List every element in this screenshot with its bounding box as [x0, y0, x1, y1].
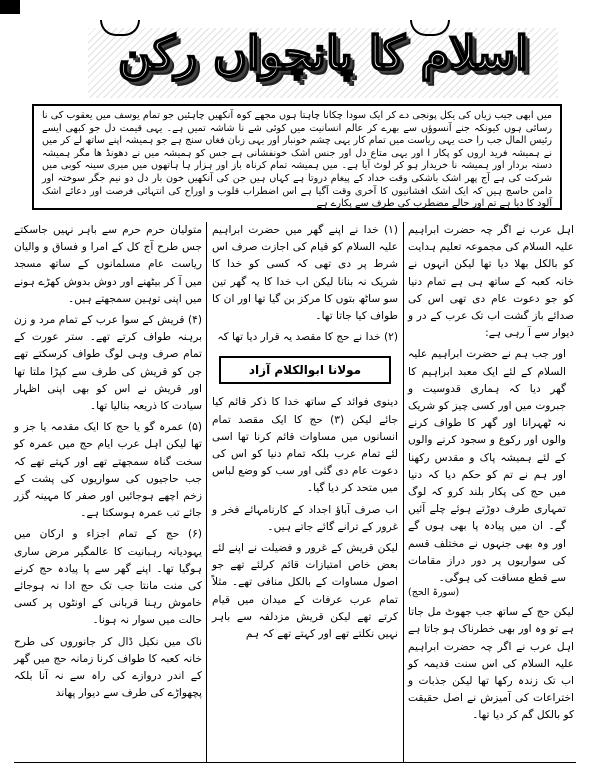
quran-quote — [408, 346, 574, 598]
paragraph: (۶) حج کے تمام اجزاء و ارکان میں یہودیانہ رہبانیت کا عالمگیر مرض ساری ہوگیا تھا۔ اپنے گھر سے پا پیادہ حج کرنے کی منت مانتا جب تک حج ادا نہ ہوجائے خاموش رہنا قربانی کے اونٹوں پر کسی حالت میں سوار نہ ہونا۔ — [14, 528, 202, 627]
paragraph: اب صرف آباؤ اجداد کے کارنامہائے فخر و غرور کے ترانے گائے جاتے ہیں۔ — [212, 503, 398, 533]
paragraph: (۲) خدا نے حج کا مقصد یہ قرار دیا تھا کہ — [217, 331, 398, 344]
paragraph: (۵) عمرہ گو یا حج کا ایک مقدمہ یا جز و تھا لیکن اہل عرب ایام حج میں عمرہ کو سخت گناہ سمجھتے تھے اور کہتے تھے کہ جب حاجیوں کی سواریوں کی پشت کے زخم اچھے ہوجائیں اور صفر کا مہینہ گزر جائے تب عمرہ ہوسکتا ہے۔ — [14, 421, 202, 520]
intro-text: میں ابھی جیب زیاں کی یکل پونجی دے کر ایک سودا چکانا چاہتا ہوں مجھے کوہ آنکھیں چاہئیں جو تمام یوسف میں یعقوب کی نا رسائی ہوں کیونکہ جنے آنسوؤں سے بھرے کر عالم انسانیت میں کوئی شے نا شاشہ تمیں ہے۔ یہی قیمت دل جو کبھی ایسے رئیس المال جب را حت یہی ریاست میں تمام کار یہی چشم خونبار اور یہی زبان فغاں سنج ہے جو ہمیشہ اپنے ساتھ لے کر میں نے ہمیشہ فرید اروں کو پکار ا اور یہی متاع دل اور جنس اشک خونفشانی ہے جس کو ہمیشہ میں نے دھونڈ ھا مگر ہمیشہ دستہ بردار اور ہمیشہ نا خریدار ہو کر لوٹ آیا ہے۔ میں ہمیشہ تمام کرناہ باز اور ہزار ہا ہاتھوں میں میری سینہ کوبی میں شرکت کی ہے آج پھر اشک باشکی وقت خداد کے پیغام دروتا ہے کہاں ہیں جن کی آنکھیں خون بار دل دو نیم جگر سوختہ اور دامن حاسج ہیں کہ ایک اشک افشانیوں کا آخری وقت آگیا ہے اس اضطراب قلوب و اوراح کی انتہائی فرصت اور دعائے اشک آلود کا دیا ہے تم اور حالے مضطرب کی طرف سے پکارے ہے — [42, 110, 552, 210]
paragraph: لیکن حج کے ساتھ جب جھوٹ مل جاتا ہے تو وہ اور بھی خطرناک ہو جاتا ہے اہل عرب نے اگر چہ حضرت ابراہیم علیہ السلام کی اس سنت قدیمہ کو اب تک زندہ رکھا تھا لیکن جذبات و اختراعات کی آمیزش نے اصل حقیقت کو بالکل گم کر دیا تھا۔ — [408, 606, 574, 722]
paragraph: ناک میں نکیل ڈال کر جانوروں کی طرح خانہ کعبہ کا طواف کرنا زمانہ حج میں گھر کے اندر دروازے کی راہ سے نہ آنا بلکہ پچھواڑے کی طرف سے دیوار پھاند — [14, 635, 202, 700]
column-right — [408, 222, 574, 729]
column-left — [14, 222, 202, 706]
column-divider — [403, 222, 404, 762]
column-divider — [206, 222, 207, 762]
column-middle — [212, 222, 398, 647]
paragraph: دینوی فوائد کے ساتھ خدا کا ذکر قائم کیا جائے لیکن (۳) حج کا ایک مقصد تمام انسانوں میں مساوات قائم کرنا تھا اسی لئے تمام عرب بلکہ تمام دنیا کو اس کی دعوت عام دی گئی اور سب کو وضع لباس میں متحد کر دیا گیا۔ — [212, 396, 398, 495]
author-heading-box: مولانا ابوالکلام آزاد — [219, 356, 391, 384]
title-banner — [88, 20, 558, 98]
paragraph: متولیان حرم حرم سے باہر نہیں جاسکتے جس طرح آج کل کے امرا و فساق و والیان ریاست عام مسلمانوں کے ساتھ مسجد میں آ کر بیٹھنے اور دوش بدوش کھڑے ہونے میں اپنی توہین سمجھتے ہیں۔ — [14, 224, 202, 305]
quote-text: اور جب ہم نے حضرت ابراہیم علیہ السلام کے لئے ایک معبد ابراہیم کا گھر دیا کہ ہماری قدوسیت و جبروت میں اور کسی چیز کو شریک نہ ٹھہرانا اور گھر کا طواف کرنے والوں اور رکوع و سجود کرنے والوں کے لئے ہمیشہ پاک و مقدس رکھنا اور ہم نے تم کو حکم دیا کہ دنیا میں حج کی پکار بلند کرو کہ لوگ تمہاری طرف دوڑتے ہوئے چلے آئیں گے۔ ان میں پیادہ پا بھی ہوں گے اور وہ بھی جنہوں نے مختلف قسم کی سواریوں پر دور دراز مقامات سے قطع مسافت کی ہوگی۔ — [408, 348, 566, 585]
paragraph: اہل عرب نے اگر چہ حضرت ابراہیم علیہ السلام کی مجموعہ تعلیم ہدایت کو بالکل بھلا دیا تھا لیکن انہوں نے خانہ کعبہ کے ساتھ ہی ہے تمام دنیا کو جو دعوت عام دی تھی اس کی صدائے باز گشت اب تک عرب کے در و دیوار سے آ رہی ہے: — [408, 224, 574, 340]
page-title: اسلام کا پانچواں رکن — [118, 26, 528, 80]
paragraph: لیکن قریش کے غرور و فضیلت نے اپنے لئے بعض خاص امتیازات قائم کرلئے تھے جو اصول مساوات کے بالکل منافی تھے۔ مثلاً تمام عرب عرفات کے میدان میں قیام کرتے تھے لیکن قریش مزدلفہ سے باہر نہیں نکلتے تھے اور کہتے تھے کہ ہم — [212, 542, 398, 641]
quote-source: (سورۃ الحج) — [408, 587, 460, 599]
paragraph: (۴) قریش کے سوا عرب کے تمام مرد و زن برہنہ طواف کرتے تھے۔ ستر عورت کے تمام صرف وہی لوگ طواف کرسکتے تھے جن کو قریش کی طرف سے کپڑا ملتا تھا اور قریش نے اس کو بھی اپنی اظہار سیادت کا ذریعہ بنالیا تھا۔ — [14, 314, 202, 413]
corner-tab — [0, 0, 20, 14]
paragraph: (۱) خدا نے اپنے گھر میں حضرت ابراہیم علیہ السلام کو قیام کی اجازت صرف اس شرط پر دی تھی کہ کسی کو خدا کا شریک نہ بنانا لیکن اب خدا کا یہ گھر تین سو ساٹھ بتوں کا مرکز بن گیا تھا اور ان کا طواف کیا جاتا تھا۔ — [212, 224, 398, 323]
intro-box — [32, 104, 562, 210]
bottom-rule — [14, 762, 576, 763]
